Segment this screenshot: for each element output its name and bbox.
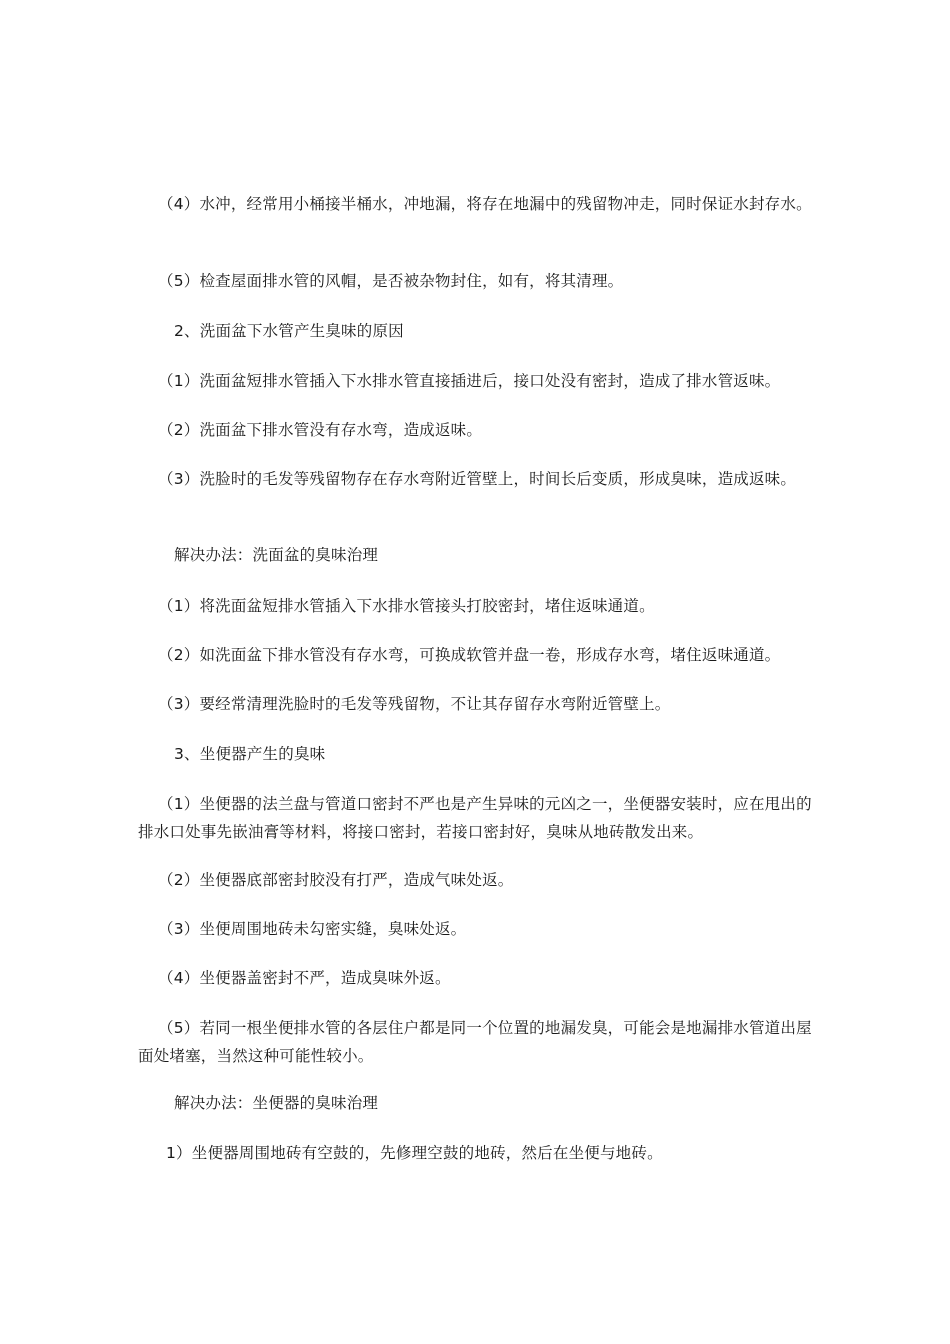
paragraph-toilet-cause-1: （1）坐便器的法兰盘与管道口密封不严也是产生异味的元凶之一，坐便器安装时，应在甩出的排水口处事先嵌油膏等材料，将接口密封，若接口密封好，臭味从地砖散发出来。 — [138, 795, 812, 841]
paragraph-basin-cause-2: （2）洗面盆下排水管没有存水弯，造成返味。 — [158, 421, 483, 439]
paragraph-basin-solution-2: （2）如洗面盆下排水管没有存水弯，可换成软管并盘一卷，形成存水弯，堵住返味通道。 — [158, 646, 781, 664]
paragraph-toilet-cause-3: （3）坐便周围地砖未勾密实缝，臭味处返。 — [158, 920, 467, 938]
paragraph-roof-vent-cap: （5）检查屋面排水管的风帽，是否被杂物封住，如有，将其清理。 — [158, 272, 624, 290]
subheading-toilet-solution: 解决办法：坐便器的臭味治理 — [174, 1094, 379, 1112]
paragraph-water-flush: （4）水冲，经常用小桶接半桶水，冲地漏，将存在地漏中的残留物冲走，同时保证水封存水。 — [158, 195, 812, 213]
paragraph-toilet-solution-1: 1）坐便器周围地砖有空鼓的，先修理空鼓的地砖，然后在坐便与地砖。 — [166, 1144, 663, 1162]
paragraph-basin-cause-1: （1）洗面盆短排水管插入下水排水管直接插进后，接口处没有密封，造成了排水管返味。 — [158, 372, 781, 390]
paragraph-basin-cause-3: （3）洗脸时的毛发等残留物存在存水弯附近管壁上，时间长后变质，形成臭味，造成返味。 — [158, 470, 797, 488]
section-heading-toilet-odor: 3、坐便器产生的臭味 — [174, 745, 326, 763]
section-heading-basin-odor-causes: 2、洗面盆下水管产生臭味的原因 — [174, 322, 404, 340]
subheading-basin-solution: 解决办法：洗面盆的臭味治理 — [174, 546, 379, 564]
paragraph-basin-solution-1: （1）将洗面盆短排水管插入下水排水管接头打胶密封，堵住返味通道。 — [158, 597, 655, 615]
paragraph-toilet-cause-2: （2）坐便器底部密封胶没有打严，造成气味处返。 — [158, 871, 514, 889]
paragraph-basin-solution-3: （3）要经常清理洗脸时的毛发等残留物，不让其存留存水弯附近管壁上。 — [158, 695, 671, 713]
paragraph-toilet-cause-4: （4）坐便器盖密封不严，造成臭味外返。 — [158, 969, 451, 987]
paragraph-toilet-cause-5: （5）若同一根坐便排水管的各层住户都是同一个位置的地漏发臭，可能会是地漏排水管道出屋面处堵塞，当然这种可能性较小。 — [138, 1019, 812, 1065]
